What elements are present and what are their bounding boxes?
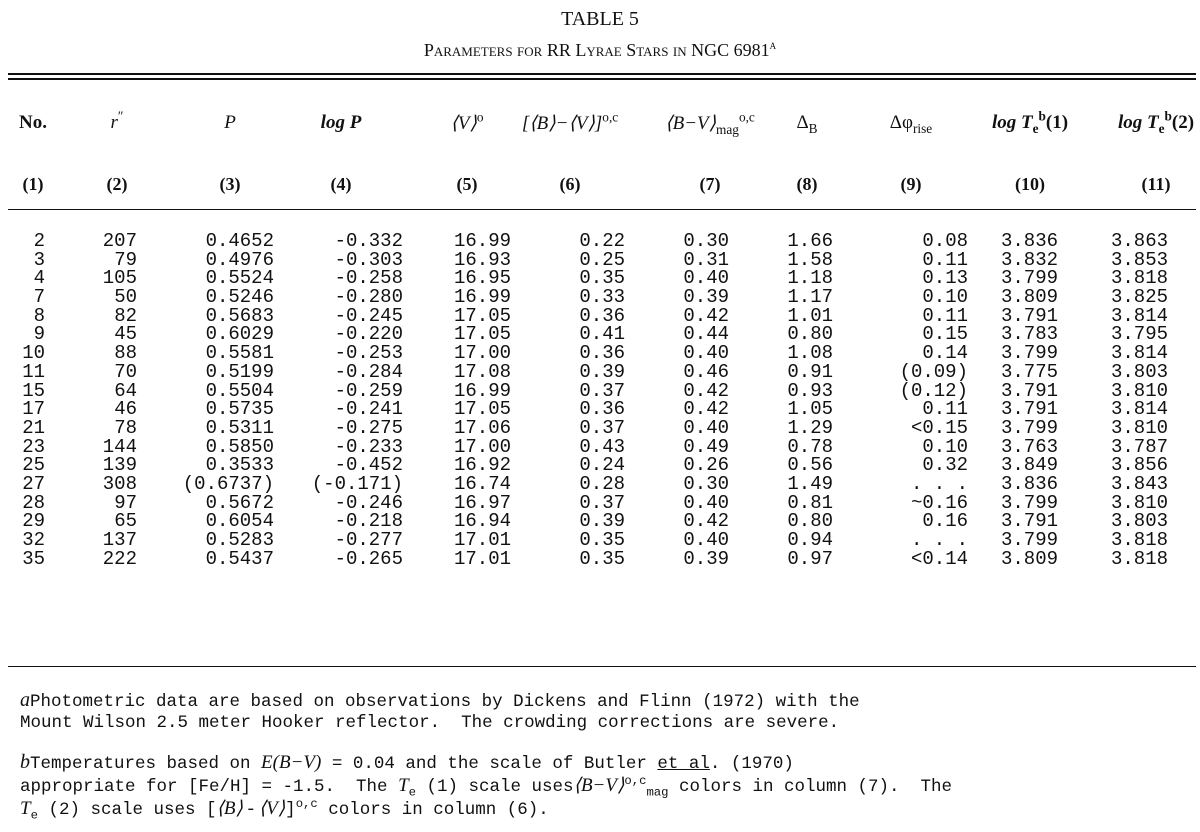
header-rule	[8, 209, 1196, 210]
table-cell: 17.01	[453, 547, 511, 570]
table-cell: 0.91	[787, 360, 833, 383]
table-cell: -0.233	[334, 435, 403, 458]
footnote-b-text: colors in column (6).	[317, 800, 549, 820]
footnote-b-marker: b	[20, 751, 30, 773]
table-cell: 0.40	[683, 529, 729, 551]
table-cell: -0.275	[334, 416, 403, 439]
table-cell: -0.284	[334, 360, 403, 383]
footnote-a-line1: Photometric data are based on observations by Dickens and Flinn (1972) with the	[30, 692, 860, 712]
table-cell: 0.5672	[205, 491, 274, 514]
column-header-sup: o,c	[738, 109, 755, 125]
top-rule	[8, 73, 1196, 75]
table-cell: 0.40	[683, 267, 729, 290]
table-cell: 0.30	[683, 230, 729, 252]
column-header-sup: ″	[117, 108, 124, 124]
table-cell: (0.12)	[899, 379, 968, 402]
table-cell: 0.5199	[205, 360, 274, 383]
footnote-b-text: = 0.04 and the scale of Butler	[321, 754, 658, 774]
table-cell: (0.09)	[899, 360, 968, 383]
table-cell: 17.00	[453, 342, 511, 365]
footnote-b-etal: et al	[657, 754, 710, 774]
column-number: (2)	[106, 174, 128, 194]
footnote-b-text: appropriate for [Fe/H] = -1.5. The	[20, 777, 399, 797]
table-cell: 0.36	[579, 342, 625, 365]
column-header-sub: mag	[716, 121, 739, 137]
table-cell: 3.863	[1110, 230, 1168, 252]
table-cell: 64	[114, 379, 137, 402]
table-cell: 16.92	[453, 454, 511, 477]
column-number: (10)	[1015, 174, 1045, 194]
table-row	[0, 344, 1200, 363]
table-cell: 3.763	[1000, 435, 1058, 458]
table-cell: 65	[114, 510, 137, 533]
table-cell: 3.814	[1110, 342, 1168, 365]
table-row	[0, 416, 1200, 439]
table-cell: 7	[33, 286, 45, 309]
table-cell: 0.97	[787, 547, 833, 570]
table-cell: 35	[22, 547, 45, 570]
footnote-b-text: colors in column (7). The	[668, 777, 953, 797]
caption-text: Parameters for RR Lyrae Stars in NGC 6981	[423, 40, 770, 60]
table-cell: 29	[22, 510, 45, 533]
table-cell: 9	[33, 323, 45, 346]
table-label: TABLE 5	[561, 8, 639, 30]
table-cell: 4	[33, 267, 45, 290]
footnote-b-sup: o,c	[295, 797, 318, 812]
table-cell: 0.49	[683, 435, 729, 458]
table-cell: 15	[22, 379, 45, 402]
table-cell: 3.787	[1110, 435, 1168, 458]
table-cell: 3.836	[1000, 472, 1058, 495]
column-header-sup: b	[1164, 108, 1172, 124]
table-cell: 0.78	[787, 435, 833, 458]
table-cell: 0.35	[579, 529, 625, 551]
table-cell: 1.49	[787, 472, 833, 495]
table-cell: 137	[102, 529, 137, 551]
column-header-suffix: (1)	[1045, 112, 1069, 133]
column-header-main: ⟨B−V⟩	[665, 113, 717, 134]
table-row	[0, 547, 1200, 570]
table-cell: 17.00	[453, 435, 511, 458]
table-cell: 0.46	[683, 360, 729, 383]
table-cell: 32	[22, 529, 45, 551]
column-number: (8)	[796, 174, 818, 194]
column-header-main: No.	[19, 112, 47, 133]
table-cell: 0.13	[922, 267, 968, 290]
table-cell: 0.6029	[205, 323, 274, 346]
table-cell: 0.80	[787, 510, 833, 533]
table-cell: 82	[114, 304, 137, 327]
table-cell: 0.40	[683, 342, 729, 365]
footnote-b-text: ]	[285, 800, 296, 820]
table-cell: 3.818	[1110, 267, 1168, 290]
table-caption	[0, 40, 1200, 61]
caption-note-marker: a	[769, 38, 777, 52]
table-cell: 3.791	[1000, 398, 1058, 421]
table-cell: 0.15	[922, 323, 968, 346]
column-header	[890, 112, 932, 134]
table-cell: 3.818	[1110, 529, 1168, 551]
table-cell: 3.799	[1000, 529, 1058, 551]
table-cell: 0.5524	[205, 267, 274, 290]
table-cell: <0.15	[910, 416, 968, 439]
table-row	[0, 472, 1200, 495]
table-cell: 17.05	[453, 304, 511, 327]
table-cell: 8	[33, 304, 45, 327]
table-cell: 0.16	[922, 510, 968, 533]
footnote-b-sub: e	[408, 785, 416, 800]
table-cell: 3.799	[1000, 416, 1058, 439]
table-cell: -0.332	[334, 230, 403, 252]
table-cell: -0.277	[334, 529, 403, 551]
column-header-main: Δφ	[889, 112, 913, 133]
table-cell: 0.25	[579, 248, 625, 271]
table-cell: -0.253	[334, 342, 403, 365]
table-cell: 0.94	[787, 529, 833, 551]
table-cell: 17.01	[453, 529, 511, 551]
table-cell: 0.56	[787, 454, 833, 477]
table-cell: 3.849	[1000, 454, 1058, 477]
footnote-a-marker: a	[20, 689, 30, 711]
table-cell: 0.14	[922, 342, 968, 365]
column-header-main: ⟨V⟩	[450, 113, 477, 134]
table-cell: 0.42	[683, 398, 729, 421]
table-cell: 3.799	[1000, 491, 1058, 514]
table-cell: 0.81	[787, 491, 833, 514]
table-cell: 0.37	[579, 416, 625, 439]
table-cell: 3.832	[1000, 248, 1058, 271]
table-cell: 0.5437	[205, 547, 274, 570]
column-header-main: P	[224, 112, 236, 133]
table-cell: 16.99	[453, 286, 511, 309]
footnote-a	[20, 690, 1190, 734]
column-header-main: log T	[1117, 112, 1159, 133]
table-cell: 0.42	[683, 304, 729, 327]
table-cell: 1.18	[787, 267, 833, 290]
table-cell: 1.17	[787, 286, 833, 309]
table-cell: <0.14	[910, 547, 968, 570]
column-header	[521, 109, 619, 135]
table-cell: 17.05	[453, 398, 511, 421]
table-cell: 0.6054	[205, 510, 274, 533]
table-cell: 46	[114, 398, 137, 421]
table-cell: 0.10	[922, 286, 968, 309]
table-cell: 0.36	[579, 398, 625, 421]
table-cell: 0.42	[683, 379, 729, 402]
column-number: (9)	[900, 174, 922, 194]
table-cell: 16.99	[453, 230, 511, 252]
column-header-sub: B	[808, 120, 818, 136]
footnote-b-math: T	[20, 798, 31, 819]
table-cell: 0.39	[683, 286, 729, 309]
table-cell: 0.31	[683, 248, 729, 271]
table-cell: 0.40	[683, 416, 729, 439]
column-number: (6)	[559, 174, 581, 194]
table-cell: 79	[114, 248, 137, 271]
table-cell: 3.791	[1000, 379, 1058, 402]
table-cell: 10	[22, 342, 45, 365]
table-cell: 0.4652	[205, 230, 274, 252]
footnote-b-math: E(B−V)	[261, 752, 322, 773]
column-header-main: log T	[991, 112, 1033, 133]
table-cell: 3.775	[1000, 360, 1058, 383]
column-header-main: [⟨B⟩−⟨V⟩]	[521, 113, 603, 134]
column-header	[19, 112, 47, 134]
table-cell: 3.836	[1000, 230, 1058, 252]
footnote-a-line2: Mount Wilson 2.5 meter Hooker reflector. The crowding corrections are severe.	[20, 713, 840, 733]
table-cell: 3.791	[1000, 510, 1058, 533]
column-number: (7)	[699, 174, 721, 194]
footnote-b-text: (1) scale uses	[416, 777, 574, 797]
footnote-b-sup: o,c	[624, 774, 647, 789]
table-cell: 16.97	[453, 491, 511, 514]
table-cell: 2	[33, 230, 45, 252]
footnote-b	[20, 752, 1190, 821]
footnote-b-math: ⟨B⟩ - ⟨V⟩	[216, 798, 286, 819]
column-header-sup: b	[1038, 108, 1046, 124]
table-cell: 16.94	[453, 510, 511, 533]
table-cell: -0.220	[334, 323, 403, 346]
column-header	[991, 108, 1069, 136]
footnote-b-sub: e	[30, 808, 38, 823]
table-cell: 0.08	[922, 230, 968, 252]
column-number: (11)	[1141, 174, 1171, 194]
table-cell: 0.3533	[205, 454, 274, 477]
table-row	[0, 232, 1200, 251]
table-cell: 17.06	[453, 416, 511, 439]
table-cell: 3.791	[1000, 304, 1058, 327]
table-cell: 0.5683	[205, 304, 274, 327]
table-cell: 88	[114, 342, 137, 365]
table-cell: 3.843	[1110, 472, 1168, 495]
table-cell: -0.245	[334, 304, 403, 327]
table-cell: 3.803	[1110, 510, 1168, 533]
column-header	[321, 112, 362, 134]
table-cell: 0.24	[579, 454, 625, 477]
table-cell: 3.814	[1110, 304, 1168, 327]
footnote-b-math: T	[398, 775, 409, 796]
column-header-sub: rise	[912, 120, 933, 136]
table-cell: 1.29	[787, 416, 833, 439]
table-cell: 78	[114, 416, 137, 439]
table-cell: 0.28	[579, 472, 625, 495]
table-cell: 3.783	[1000, 323, 1058, 346]
table-cell: 207	[102, 230, 137, 252]
table-cell: -0.259	[334, 379, 403, 402]
table-cell: 50	[114, 286, 137, 309]
table-cell: 25	[22, 454, 45, 477]
footnote-b-math: ⟨B−V⟩	[573, 775, 625, 796]
table-cell: 23	[22, 435, 45, 458]
column-header	[110, 108, 124, 134]
table-cell: 144	[102, 435, 137, 458]
table-cell: 1.66	[787, 230, 833, 252]
table-cell: 0.5283	[205, 529, 274, 551]
table-cell: 0.37	[579, 379, 625, 402]
table-cell: 3.795	[1110, 323, 1168, 346]
table-cell: 0.36	[579, 304, 625, 327]
column-header-suffix: (2)	[1171, 112, 1195, 133]
table-cell: ~0.16	[910, 491, 968, 514]
column-header-main: Δ	[796, 112, 809, 133]
footnote-b-text: Temperatures based on	[30, 754, 262, 774]
column-header-sup: o,c	[602, 109, 619, 125]
table-cell: 3.803	[1110, 360, 1168, 383]
column-header-sup: o	[476, 109, 484, 125]
table-cell: 16.93	[453, 248, 511, 271]
table-cell: -0.258	[334, 267, 403, 290]
table-cell: 222	[102, 547, 137, 570]
table-cell: 0.80	[787, 323, 833, 346]
table-cell: -0.280	[334, 286, 403, 309]
table-cell: 27	[22, 472, 45, 495]
column-number: (4)	[330, 174, 352, 194]
top-rule-second	[8, 78, 1196, 80]
table-cell: 3	[33, 248, 45, 271]
table-cell: 0.11	[922, 248, 968, 271]
table-cell: 0.37	[579, 491, 625, 514]
table-cell: 0.5246	[205, 286, 274, 309]
table-cell: 3.825	[1110, 286, 1168, 309]
table-cell: 0.93	[787, 379, 833, 402]
table-cell: 0.22	[579, 230, 625, 252]
column-header	[665, 109, 755, 137]
table-cell: 1.01	[787, 304, 833, 327]
table-cell: 28	[22, 491, 45, 514]
table-cell: 97	[114, 491, 137, 514]
table-cell: 0.26	[683, 454, 729, 477]
table-cell: 139	[102, 454, 137, 477]
column-header	[450, 109, 484, 135]
column-header-sub: e	[1032, 120, 1039, 136]
column-header	[1117, 108, 1195, 136]
table-cell: 70	[114, 360, 137, 383]
table-cell: 0.5311	[205, 416, 274, 439]
table-cell: 0.5504	[205, 379, 274, 402]
table-cell: 3.810	[1110, 379, 1168, 402]
table-cell: 16.99	[453, 379, 511, 402]
column-header-main: log P	[320, 112, 362, 133]
bottom-rule	[8, 666, 1196, 667]
table-cell: 308	[102, 472, 137, 495]
table-cell: 0.35	[579, 547, 625, 570]
table-cell: 0.39	[579, 360, 625, 383]
table-cell: 3.818	[1110, 547, 1168, 570]
table-cell: 0.41	[579, 323, 625, 346]
table-cell: 3.809	[1000, 286, 1058, 309]
table-cell: -0.241	[334, 398, 403, 421]
table-cell: -0.218	[334, 510, 403, 533]
table-cell: 11	[22, 360, 45, 383]
table-cell: 3.853	[1110, 248, 1168, 271]
footnote-b-text: . (1970)	[709, 754, 794, 774]
table-cell: 16.74	[453, 472, 511, 495]
table-cell: 0.33	[579, 286, 625, 309]
table-cell: 0.32	[922, 454, 968, 477]
table-cell: 21	[22, 416, 45, 439]
table-cell: 0.44	[683, 323, 729, 346]
table-cell: 3.814	[1110, 398, 1168, 421]
column-header	[796, 112, 817, 134]
table-cell: 0.5850	[205, 435, 274, 458]
table-cell: (-0.171)	[311, 472, 403, 495]
table-cell: 3.809	[1000, 547, 1058, 570]
table-cell: 17	[22, 398, 45, 421]
footnote-b-text: (2) scale uses [	[37, 800, 217, 820]
column-header	[224, 112, 236, 134]
table-cell: 0.40	[683, 491, 729, 514]
table-cell: 0.42	[683, 510, 729, 533]
table-cell: . . .	[910, 472, 968, 495]
table-cell: 17.08	[453, 360, 511, 383]
table-cell: 0.30	[683, 472, 729, 495]
table-row	[0, 531, 1200, 550]
table-cell: 45	[114, 323, 137, 346]
table-row	[0, 360, 1200, 383]
table-cell: 3.810	[1110, 416, 1168, 439]
table-cell: 1.05	[787, 398, 833, 421]
table-cell: 0.39	[579, 510, 625, 533]
column-number: (1)	[22, 174, 44, 194]
table-cell: (0.6737)	[182, 472, 274, 495]
table-cell: 0.43	[579, 435, 625, 458]
table-cell: 0.4976	[205, 248, 274, 271]
column-header-main: r	[110, 112, 118, 133]
table-cell: -0.303	[334, 248, 403, 271]
column-number: (5)	[456, 174, 478, 194]
table-row	[0, 288, 1200, 307]
column-number: (3)	[219, 174, 241, 194]
table-cell: -0.452	[334, 454, 403, 477]
table-cell: 0.5581	[205, 342, 274, 365]
table-cell: 3.799	[1000, 342, 1058, 365]
table-body	[0, 232, 1200, 568]
footnote-b-sub: mag	[646, 785, 669, 800]
table-cell: 0.10	[922, 435, 968, 458]
table-cell: 0.5735	[205, 398, 274, 421]
table-cell: 0.11	[922, 398, 968, 421]
table-cell: 3.810	[1110, 491, 1168, 514]
table-cell: 17.05	[453, 323, 511, 346]
column-header-sub: e	[1158, 120, 1165, 136]
table-cell: 0.11	[922, 304, 968, 327]
table-cell: 105	[102, 267, 137, 290]
table-cell: . . .	[910, 529, 968, 551]
table-cell: 0.35	[579, 267, 625, 290]
table-cell: -0.265	[334, 547, 403, 570]
table-cell: 3.856	[1110, 454, 1168, 477]
table-cell: -0.246	[334, 491, 403, 514]
table-cell: 0.39	[683, 547, 729, 570]
table-cell: 1.08	[787, 342, 833, 365]
table-cell: 1.58	[787, 248, 833, 271]
table-cell: 3.799	[1000, 267, 1058, 290]
table-cell: 16.95	[453, 267, 511, 290]
